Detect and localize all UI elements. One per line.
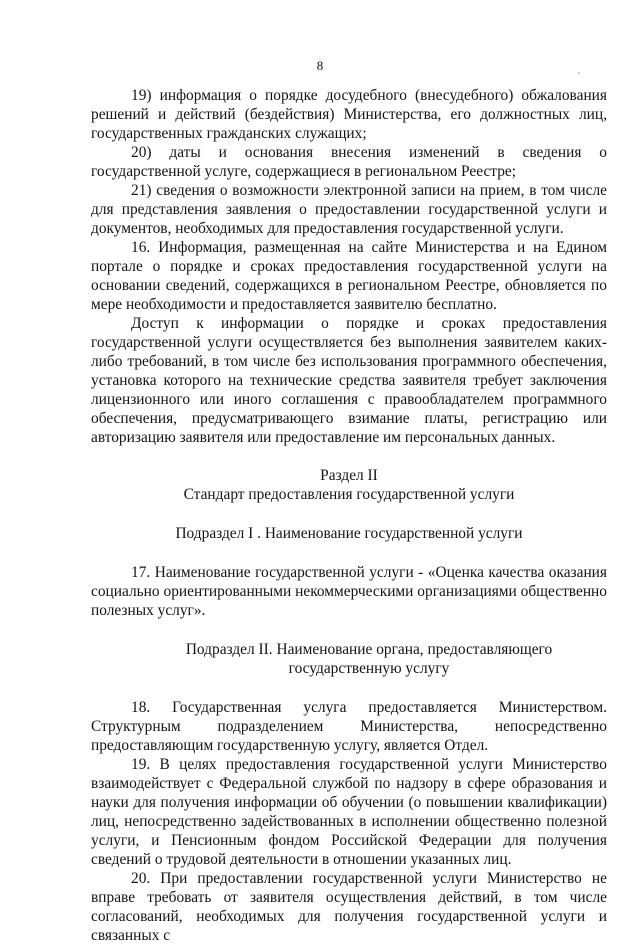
paragraph-17: 17. Наименование государственной услуги - «Оценка качества оказания социально ориентированными некоммерческими организациями общественно полезных услуг». — [91, 564, 607, 619]
section-title: Раздел II — [320, 467, 378, 484]
paragraph-18: 18. Государственная услуга предоставляется Министерством. Структурным подразделением Министерства, непосредственно предоставляющим государственную услугу, является Отдел. — [91, 699, 607, 754]
spacer — [91, 504, 607, 524]
paragraph-item-19: 19) информация о порядке досудебного (внесудебного) обжалования решений и действий (бездействия) Министерства, его должностных лиц, государственных гражданских служащих; — [91, 87, 607, 142]
spacer — [91, 620, 607, 640]
subsection-2-title-line2: государственную услугу — [288, 660, 450, 677]
spacer — [91, 678, 607, 698]
paragraph-19: 19. В целях предоставления государственной услуги Министерство взаимодействует с Федеральной службой по надзору в сфере образования и науки для получения информации об обучении (о повышении квалификации) лиц, непосредственно задействованных в исполнении общественно полезной услуги, и Пенсионным фондом Российской Федерации для получения сведений о трудовой деятельности в отношении указанных лиц. — [91, 756, 607, 868]
subsection-1-title: Подраздел I . Наименование государственной услуги — [175, 525, 523, 542]
paragraph-item-21: 21) сведения о возможности электронной записи на прием, в том числе для представления заявления о предоставлении государственной услуги и документов, необходимых для предоставления государственной услуги. — [91, 182, 607, 237]
paragraph-16: 16. Информация, размещенная на сайте Министерства и на Едином портале о порядке и сроках предоставления государственной услуги на основании сведений, содержащихся в региональном Реестре, обновляется по мере необходимости и предоставляется заявителю бесплатно. — [91, 239, 607, 313]
section-subtitle: Стандарт предоставления государственной услуги — [183, 486, 515, 503]
page-number: 8 — [316, 58, 324, 73]
document-body — [91, 86, 607, 945]
stray-mark: , — [578, 66, 580, 75]
spacer — [91, 447, 607, 466]
spacer — [91, 543, 607, 563]
paragraph-item-20: 20) даты и основания внесения изменений в сведения о государственной услуге, содержащиеся в региональном Реестре; — [91, 144, 607, 180]
subsection-2-title-line1: Подраздел II. Наименование органа, предоставляющего — [185, 641, 553, 658]
paragraph-access: Доступ к информации о порядке и сроках предоставления государственной услуги осуществляется без выполнения заявителем каких-либо требований, в том числе без использования программного обеспечения, установка которого на технические средства заявителя требует заключения лицензионного или иного соглашения с правообладателем программного обеспечения, предусматривающего взимание платы, регистрацию или авторизацию заявителя или предоставление им персональных данных. — [91, 315, 607, 446]
paragraph-20: 20. При предоставлении государственной услуги Министерство не вправе требовать от заявителя осуществления действий, в том числе согласований, необходимых для получения государственной услуги и связанных с — [91, 870, 607, 944]
